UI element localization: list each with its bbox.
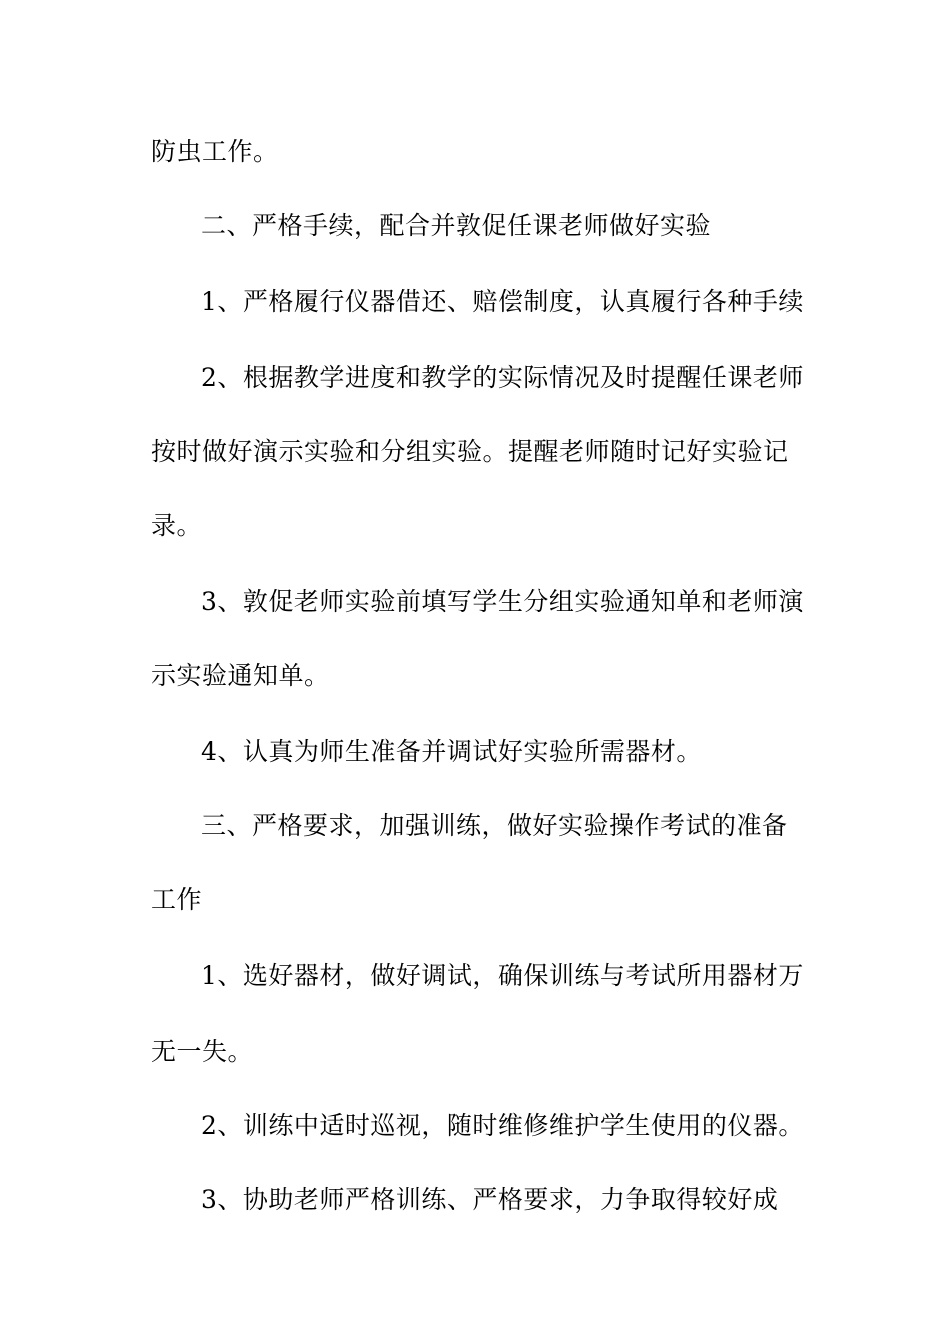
text-line: 无一失。 bbox=[151, 1037, 254, 1066]
text-line: 工作 bbox=[151, 885, 203, 914]
text-line: 录。 bbox=[151, 511, 203, 540]
list-item: 2、根据教学进度和教学的实际情况及时提醒任课老师 bbox=[201, 363, 804, 392]
section-heading: 二、严格手续，配合并敦促任课老师做好实验 bbox=[201, 211, 712, 240]
section-heading: 三、严格要求，加强训练，做好实验操作考试的准备 bbox=[201, 811, 788, 840]
list-item: 3、协助老师严格训练、严格要求，力争取得较好成 bbox=[201, 1185, 779, 1214]
list-item: 3、敦促老师实验前填写学生分组实验通知单和老师演 bbox=[201, 587, 804, 616]
list-item: 2、训练中适时巡视，随时维修维护学生使用的仪器。 bbox=[201, 1111, 804, 1140]
text-line: 防虫工作。 bbox=[151, 137, 279, 166]
text-line: 按时做好演示实验和分组实验。提醒老师随时记好实验记 bbox=[151, 437, 789, 466]
text-line: 示实验通知单。 bbox=[151, 661, 330, 690]
list-item: 1、选好器材，做好调试，确保训练与考试所用器材万 bbox=[201, 961, 804, 990]
list-item: 4、认真为师生准备并调试好实验所需器材。 bbox=[201, 737, 702, 766]
list-item: 1、严格履行仪器借还、赔偿制度，认真履行各种手续 bbox=[201, 287, 804, 316]
